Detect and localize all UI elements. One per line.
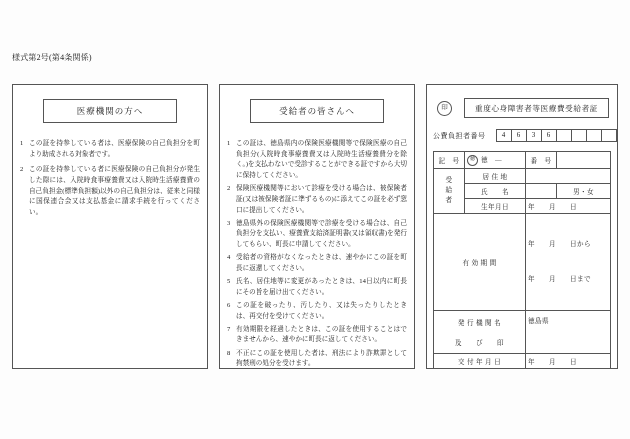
list-item bbox=[227, 253, 407, 274]
list-item bbox=[227, 325, 407, 346]
note-text: この証を持参している者に医療保険の自己負担分が発生した際には、入院時食事療養費又は入院時生活療養費の自己負担金(標準負担額)以外の自己負担分は、従来と同様に国保連合会又は支払基金に請求手続を行ってください。 bbox=[29, 166, 200, 217]
table-row bbox=[434, 213, 611, 310]
panel-certificate-card bbox=[426, 84, 618, 369]
payer-number-boxes bbox=[496, 129, 617, 142]
issuer-label bbox=[434, 311, 526, 354]
note-text: この証を破ったり、汚したり、又は失ったりしたときは、再交付を受けてください。 bbox=[236, 301, 407, 320]
birthdate-value[interactable]: 年 月 日 bbox=[526, 198, 611, 213]
issuer-label-line1: 発 行 機 関 名 bbox=[457, 320, 502, 328]
issuer-label-line2: 及 び 印 bbox=[455, 340, 504, 348]
seal-icon: 印 bbox=[437, 101, 452, 116]
bango-label: 番 号 bbox=[526, 152, 557, 169]
panels-container bbox=[12, 84, 618, 369]
note-text: 受給者の資格がなくなったときは、速やかにこの証を町長に返還してください。 bbox=[236, 254, 407, 272]
panel-for-recipients bbox=[219, 84, 415, 369]
seal-icon: 徳 bbox=[467, 155, 478, 166]
valid-period-value[interactable] bbox=[526, 213, 611, 310]
digit-box[interactable] bbox=[587, 129, 602, 142]
list-item bbox=[227, 301, 407, 322]
note-number: 4 bbox=[227, 254, 231, 262]
panel-for-medical-institutions bbox=[12, 84, 208, 369]
note-number: 5 bbox=[227, 278, 231, 286]
panel-heading-medical: 医療機関の方へ bbox=[43, 99, 177, 123]
note-number: 8 bbox=[227, 349, 231, 357]
card-header bbox=[433, 98, 611, 118]
note-text: 氏名、居住地等に変更があったときは、14日以内に町長にその旨を届け出てください。 bbox=[236, 278, 407, 296]
table-row bbox=[434, 152, 611, 169]
list-item bbox=[20, 139, 200, 160]
list-item bbox=[20, 165, 200, 218]
note-number: 6 bbox=[227, 301, 231, 309]
issue-date-label: 交 付 年 月 日 bbox=[434, 354, 526, 369]
note-number: 1 bbox=[20, 140, 24, 147]
address-label: 居 住 地 bbox=[465, 168, 526, 183]
recipient-section-label: 受 給 者 bbox=[434, 168, 465, 213]
valid-from: 年 月 日から bbox=[528, 241, 591, 249]
table-row bbox=[434, 311, 611, 354]
digit-box[interactable]: 4 bbox=[496, 129, 512, 142]
digit-box[interactable] bbox=[602, 129, 617, 142]
kigo-label: 記 号 bbox=[434, 152, 465, 169]
notes-list-recipient bbox=[227, 139, 407, 370]
bango-value[interactable] bbox=[557, 152, 611, 169]
list-item bbox=[227, 184, 407, 216]
note-text: 有効期限を経過したときは、この証を使用することはできませんから、速やかに町長に返してください。 bbox=[236, 325, 407, 344]
note-number: 3 bbox=[227, 219, 231, 227]
list-item bbox=[227, 277, 407, 298]
table-row bbox=[434, 354, 611, 369]
valid-to: 年 月 日まで bbox=[528, 275, 591, 283]
note-text: 不正にこの証を使用した者は、刑法により詐欺罪として拘禁刑の処分を受けます。 bbox=[236, 349, 407, 368]
name-value[interactable] bbox=[526, 183, 557, 198]
payer-number-row bbox=[433, 129, 611, 142]
note-text: この証を持参している者は、医療保険の自己負担分を町より助成される対象者です。 bbox=[29, 140, 200, 158]
payer-number-label: 公費負担者番号 bbox=[433, 131, 486, 140]
digit-box[interactable]: 6 bbox=[512, 129, 527, 142]
issue-date-value[interactable]: 年 月 日 bbox=[526, 354, 611, 369]
digit-box[interactable] bbox=[572, 129, 587, 142]
digit-box[interactable] bbox=[557, 129, 572, 142]
address-value[interactable] bbox=[526, 168, 611, 183]
table-row bbox=[434, 168, 611, 183]
note-text: 徳島県外の保険医療機関等で診療を受ける場合は、自己負担分を支払い、療養費支給済証明書(又は領収書)を発行してもらい、町長に申請してください。 bbox=[236, 219, 407, 249]
name-label: 氏 名 bbox=[465, 183, 526, 198]
note-number: 7 bbox=[227, 325, 231, 333]
note-text: この証は、徳島県内の保険医療機関等で保険医療の自己負担分(入院時食事療養費又は入院時生活療養費分を除く。)を支払わないで受診することができる証ですから大切に保持してください。 bbox=[236, 140, 407, 180]
card-title: 重度心身障害者等医療費受給者証 bbox=[464, 98, 609, 118]
digit-box[interactable]: 3 bbox=[527, 129, 542, 142]
sex-field[interactable]: 男・女 bbox=[557, 183, 611, 198]
form-number: 様式第2号(第4条関係) bbox=[12, 53, 92, 62]
valid-period-label: 有 効 期 間 bbox=[434, 213, 526, 310]
panel-heading-recipient: 受給者の皆さんへ bbox=[250, 99, 384, 123]
notes-list-medical bbox=[20, 139, 200, 219]
kigo-text: 徳 ― bbox=[481, 157, 502, 164]
birthdate-label: 生年月日 bbox=[465, 198, 526, 213]
note-number: 2 bbox=[20, 166, 24, 174]
note-number: 1 bbox=[227, 140, 231, 147]
issuer-value[interactable]: 徳島県 bbox=[526, 311, 611, 354]
certificate-table bbox=[433, 151, 611, 369]
digit-box[interactable]: 6 bbox=[542, 129, 557, 142]
list-item bbox=[227, 139, 407, 182]
list-item bbox=[227, 219, 407, 251]
kigo-value[interactable] bbox=[465, 152, 526, 169]
note-text: 保険医療機関等において診療を受ける場合は、被保険者証(又は被保険者証に準ずるもの)に添えてこの証を必ず窓口に提出してください。 bbox=[236, 185, 407, 214]
list-item bbox=[227, 349, 407, 370]
note-number: 2 bbox=[227, 185, 231, 193]
